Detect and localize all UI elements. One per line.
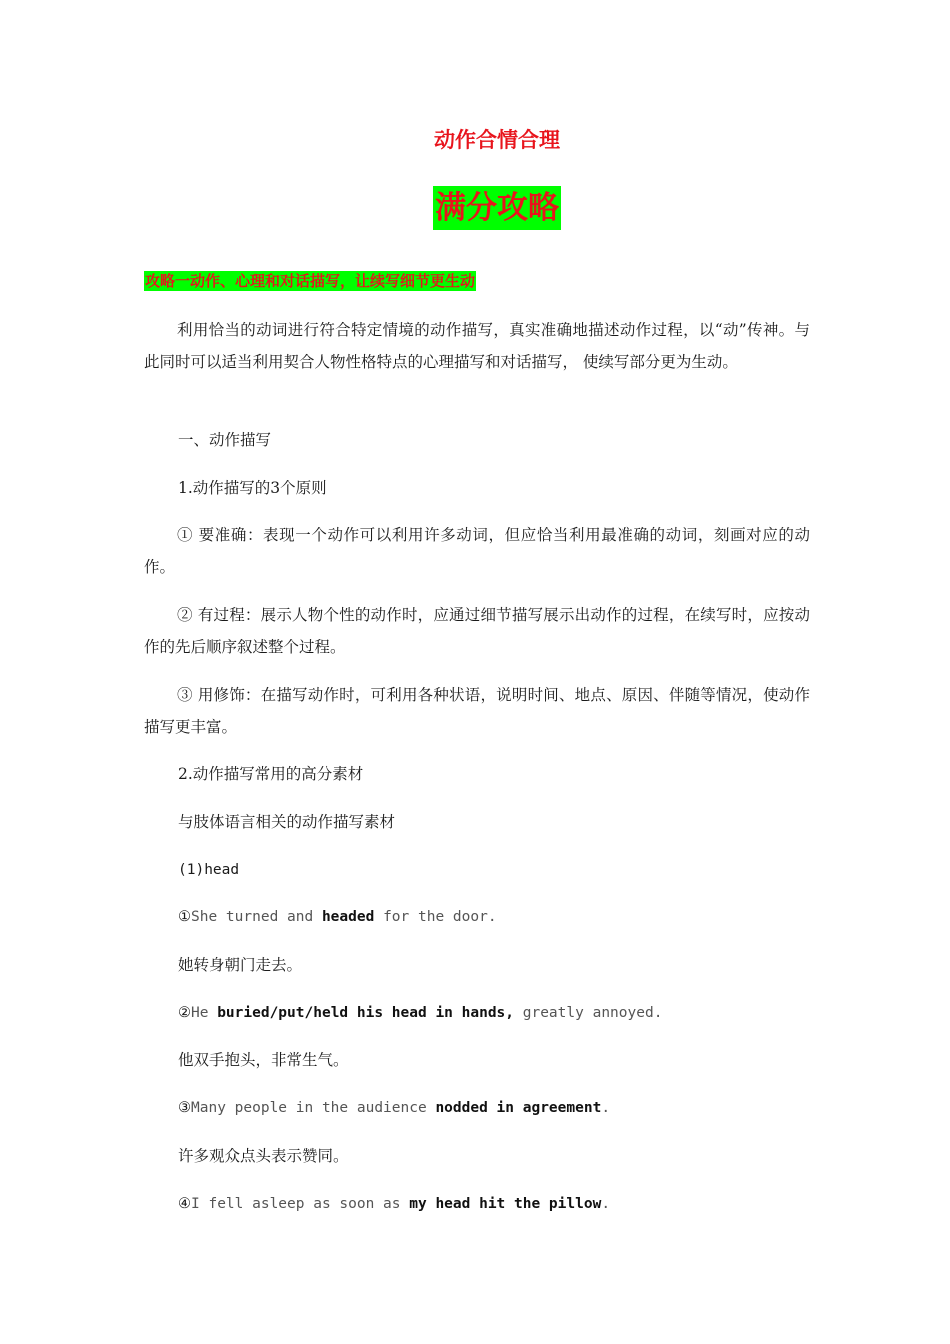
item-head-label: (1)head [178,862,240,878]
example-number: ② [178,1005,191,1021]
example-sentence [178,905,497,929]
page-title: 动作合情合理 [434,128,560,152]
example-sentence [178,1001,662,1025]
example-text: . [601,1196,611,1212]
principles-heading: 1.动作描写的3个原则 [178,479,327,497]
example-sentence [178,1192,610,1216]
example-text: He [191,1005,218,1021]
banner-heading: 满分攻略 [433,186,561,230]
example-text: She turned and [191,909,322,925]
example-keyphrase: nodded in agreement [435,1100,602,1116]
example-number: ④ [178,1196,191,1212]
principle-accurate: ① 要准确：表现一个动作可以利用许多动词，但应恰当利用最准确的动词，刻画对应的动作。 [144,526,810,576]
example-keyphrase: headed [321,909,375,925]
principle-process: ② 有过程：展示人物个性的动作时，应通过细节描写展示出动作的过程，在续写时，应按动作的先后顺序叙述整个过程。 [144,606,810,656]
section-heading-action: 一、动作描写 [178,431,272,449]
example-keyphrase: buried/put/held his head in hands, [217,1005,515,1021]
intro-paragraph: 利用恰当的动词进行符合特定情境的动作描写，真实准确地描述动作过程，以“动”传神。与此同时可以适当利用契合人物性格特点的心理描写和对话描写， 使续写部分更为生动。 [144,321,810,371]
example-number: ③ [178,1100,191,1116]
example-text: greatly annoyed. [514,1005,663,1021]
example-sentence [178,1096,610,1120]
materials-heading: 2.动作描写常用的高分素材 [178,765,364,783]
example-translation: 他双手抱头，非常生气。 [178,1051,349,1069]
principle-modifier: ③ 用修饰：在描写动作时，可利用各种状语，说明时间、地点、原因、伴随等情况，使动作描写更丰富。 [144,686,810,736]
materials-subheading: 与肢体语言相关的动作描写素材 [178,813,396,831]
example-translation: 许多观众点头表示赞同。 [178,1147,349,1165]
example-number: ① [178,909,191,925]
example-text: Many people in the audience [191,1100,436,1116]
strategy-subheading: 攻略一动作、心理和对话描写，让续写细节更生动 [145,272,476,290]
example-translation: 她转身朝门走去。 [178,956,303,974]
example-text: . [601,1100,611,1116]
banner-wrap [0,186,950,230]
example-text: for the door. [374,909,497,925]
example-text: I fell asleep as soon as [191,1196,410,1212]
example-keyphrase: my head hit the pillow [409,1196,602,1212]
